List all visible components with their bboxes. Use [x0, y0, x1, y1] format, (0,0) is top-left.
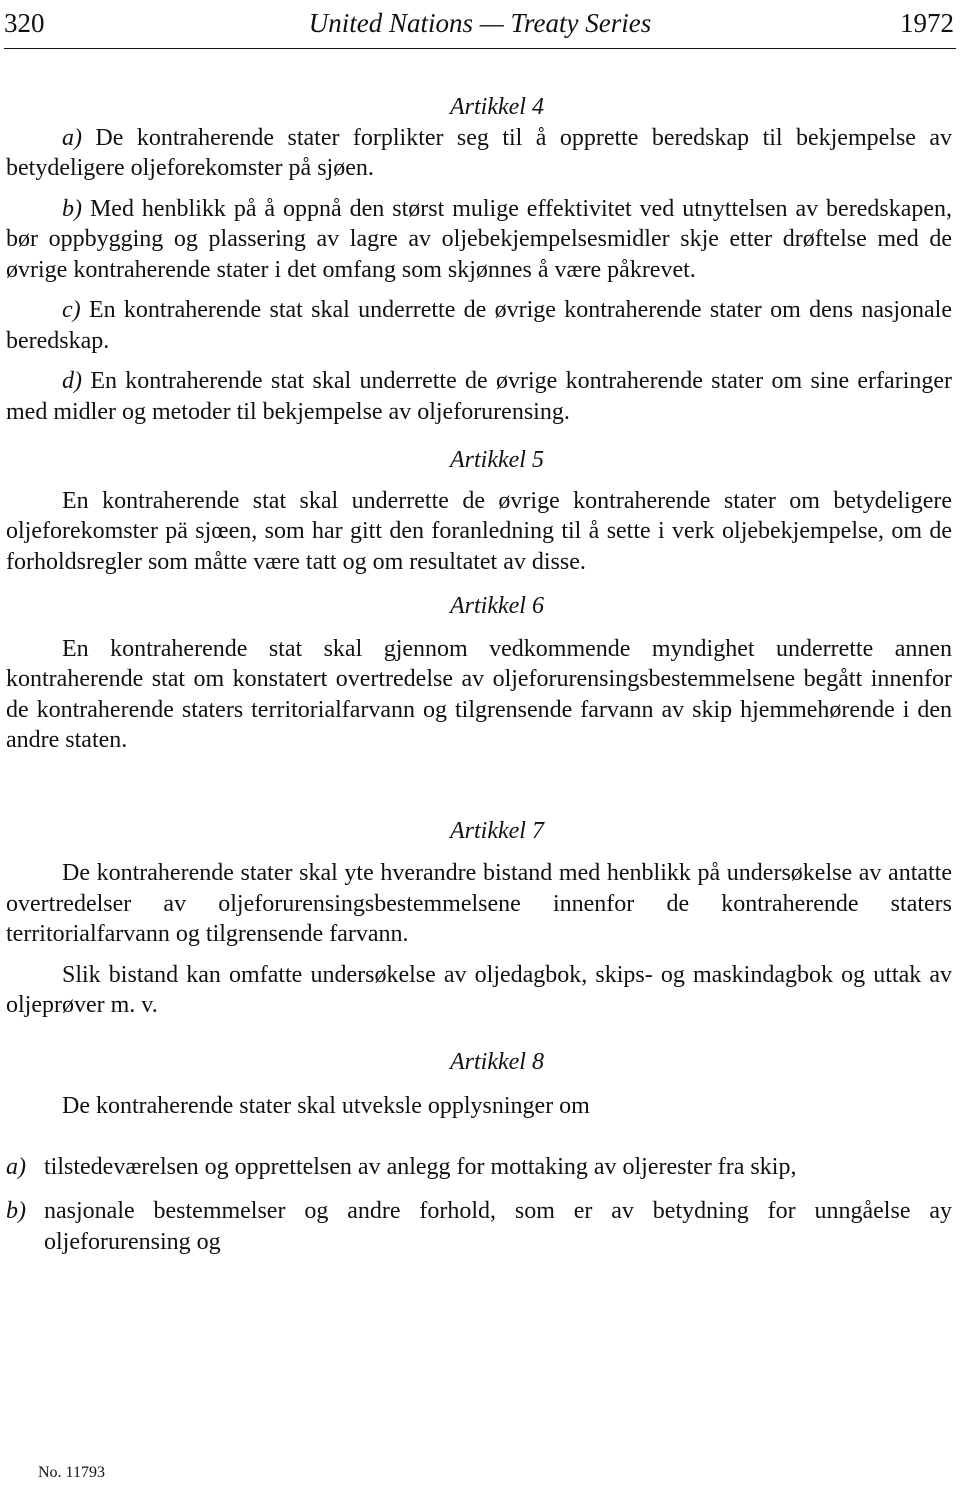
document-body — [6, 92, 952, 1257]
article-8 — [6, 1047, 952, 1258]
paragraph-label: b) — [62, 195, 82, 222]
article-list — [6, 1152, 952, 1258]
paragraph-text: De kontraherende stater forplikter seg til å opprette beredskap til bekjempelse av betydeligere oljeforekomster på sjøen. — [6, 124, 953, 181]
list-item-text: nasjonale bestemmelser og andre forhold, som er av betydning for unngåelse ay oljeforurensing og — [44, 1198, 952, 1255]
paragraph-text: Med henblikk på å oppnå den størst mulige effektivitet ved utnyttelsen av beredskapen, bør oppbygging og plassering av lagre av oljebekjempelsesmidler skje etter drøftelse med de øvrige kontraherende stater i det omfang som skjønnes å være påkrevet. — [6, 195, 952, 283]
list-item — [6, 1196, 952, 1257]
list-item-text: tilstedeværelsen og opprettelsen av anlegg for mottaking av oljerester fra skip, — [44, 1153, 797, 1180]
article-heading: Artikkel 8 — [450, 1048, 544, 1075]
article-paragraph — [6, 295, 952, 356]
paragraph-label: c) — [62, 297, 81, 323]
article-4 — [6, 92, 952, 427]
article-7 — [6, 816, 952, 1021]
paragraph-label: a) — [62, 124, 82, 151]
page-number: 320 — [4, 8, 45, 38]
list-item-label: a) — [6, 1153, 26, 1180]
article-paragraph: En kontraherende stat skal gjennom vedkommende myndighet underrette annen kontraherende stat om konstatert overtredelse av oljeforurensingsbestemmelsene begått innenfor de kontraherende staters territorialfarvann og tilgrensende farvann av skip hjemmehørende i den andre staten. — [6, 635, 952, 753]
article-heading: Artikkel 7 — [450, 817, 544, 844]
list-item — [6, 1152, 952, 1183]
article-paragraph: Slik bistand kan omfatte undersøkelse av oljedagbok, skips- og maskindagbok og uttak av oljeprøver m. v. — [6, 961, 952, 1018]
article-heading: Artikkel 6 — [450, 593, 544, 619]
article-heading: Artikkel 5 — [450, 447, 544, 473]
article-paragraph: De kontraherende stater skal utveksle opplysninger om — [62, 1093, 590, 1119]
article-5 — [6, 445, 952, 577]
article-paragraph: En kontraherende stat skal underrette de øvrige kontraherende stater om betydeligere oljeforekomster pä sjœen, som har gitt den foranledning til å sette i verk oljebekjempelse, om de forholdsregler som måtte være tatt og om resultatet av disse. — [6, 487, 952, 575]
article-paragraph: De kontraherende stater skal yte hverandre bistand med henblikk på undersøkelse av antatte overtredelser av oljeforurensingsbestemmelsene innenfor de kontraherende staters territorialfarvann og tilgrensende farvann. — [6, 860, 952, 947]
paragraph-text: En kontraherende stat skal underrette de øvrige kontraherende stater om sine erfaringer med midler og metoder til bekjempelse av oljeforurensing. — [6, 368, 953, 425]
article-6 — [6, 591, 952, 756]
paragraph-text: En kontraherende stat skal underrette de øvrige kontraherende stater om dens nasjonale beredskap. — [6, 297, 952, 354]
document-number: No. 11793 — [38, 1464, 105, 1481]
list-item-label: b) — [6, 1198, 26, 1224]
article-paragraph — [6, 123, 952, 184]
article-heading: Artikkel 4 — [450, 94, 544, 120]
series-title: United Nations — Treaty Series — [308, 8, 652, 38]
article-paragraph — [6, 366, 952, 427]
header-year: 1972 — [900, 8, 954, 38]
article-paragraph — [6, 194, 952, 286]
paragraph-label: d) — [62, 368, 82, 394]
running-header — [4, 6, 956, 49]
